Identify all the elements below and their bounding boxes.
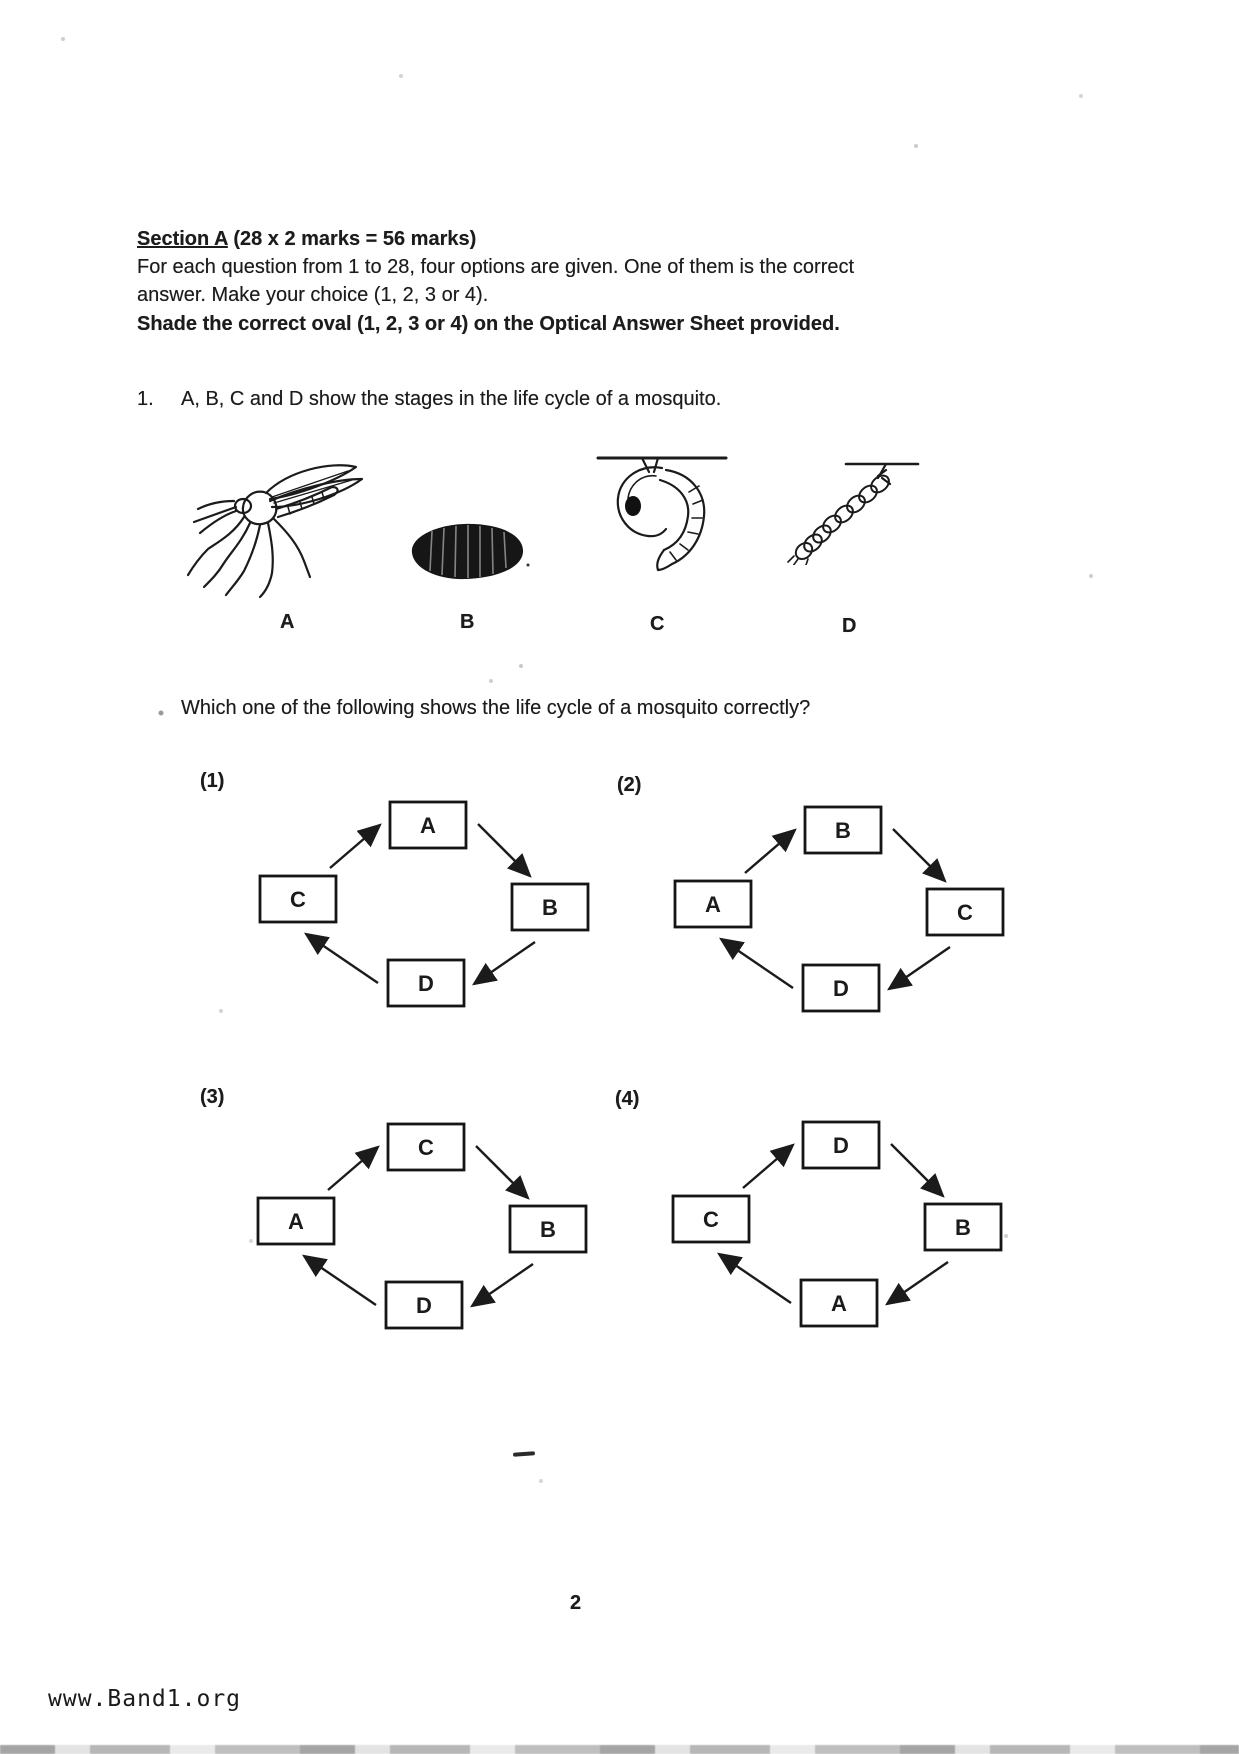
footer-url: www.Band1.org [48,1686,242,1712]
cycle-letter-right: C [957,900,973,925]
cycle-letter-bottom: D [833,976,849,1001]
arrow-right-to-bottom [472,1264,533,1306]
arrow-right-to-bottom [474,942,535,984]
instruction-shade: Shade the correct oval (1, 2, 3 or 4) on the Optical Answer Sheet provided. [137,313,840,335]
question-text: A, B, C and D show the stages in the life cycle of a mosquito. [181,388,722,410]
question-prompt: Which one of the following shows the life cycle of a mosquito correctly? [181,697,811,719]
scan-dash-artifact [513,1451,535,1457]
arrow-left-to-top [743,1145,793,1188]
cycle-letter-top: A [420,813,436,838]
option-1-label: (1) [200,770,225,792]
cycle-letter-right: B [540,1217,556,1242]
instruction-text: For each question from 1 to 28, four options are given. One of them is the correct answer. Make your choice (1, 2, 3 or 4). [137,256,855,306]
section-title: Section A [137,228,228,250]
stage-label-d: D [842,615,857,637]
option-3-label: (3) [200,1086,225,1108]
arrow-top-to-right [476,1146,528,1198]
arrow-left-to-top [328,1147,378,1190]
stage-c-pupa-drawing [592,440,732,575]
option-1-cycle-diagram [230,790,592,1020]
stage-b-egg-raft-drawing [402,505,532,595]
arrow-left-to-top [745,830,795,873]
arrow-bottom-to-left [721,939,793,988]
stage-a-adult-mosquito-drawing [180,445,395,600]
option-4-cycle-diagram [643,1110,1005,1340]
stage-label-b: B [460,611,475,633]
option-2-label: (2) [617,774,642,796]
cycle-letter-top: D [833,1133,849,1158]
cycle-letter-top: B [835,818,851,843]
section-marks: (28 x 2 marks = 56 marks) [227,228,477,250]
arrow-right-to-bottom [887,1262,948,1304]
stage-d-larva-drawing [782,450,922,565]
arrow-top-to-right [478,824,530,876]
arrow-top-to-right [891,1144,943,1196]
arrow-bottom-to-left [304,1256,376,1305]
scan-speckles [0,0,2,2]
arrow-bottom-to-left [306,934,378,983]
option-2-cycle-diagram [645,795,1007,1025]
option-3-cycle-diagram [228,1112,590,1342]
cycle-letter-left: C [290,887,306,912]
cycle-letter-left: A [705,892,721,917]
arrow-top-to-right [893,829,945,881]
arrow-right-to-bottom [889,947,950,989]
question-number: 1. [137,388,154,410]
cycle-letter-bottom: D [418,971,434,996]
cycle-letter-left: C [703,1207,719,1232]
scan-edge-bar [0,1745,1239,1754]
page-number: 2 [570,1592,582,1614]
arrow-left-to-top [330,825,380,868]
arrow-bottom-to-left [719,1254,791,1303]
cycle-letter-left: A [288,1209,304,1234]
section-heading [137,225,476,253]
cycle-letter-top: C [418,1135,434,1160]
cycle-letter-right: B [542,895,558,920]
cycle-letter-bottom: A [831,1291,847,1316]
stage-label-c: C [650,613,665,635]
cycle-letter-right: B [955,1215,971,1240]
option-4-label: (4) [615,1088,640,1110]
cycle-letter-bottom: D [416,1293,432,1318]
stage-label-a: A [280,611,295,633]
